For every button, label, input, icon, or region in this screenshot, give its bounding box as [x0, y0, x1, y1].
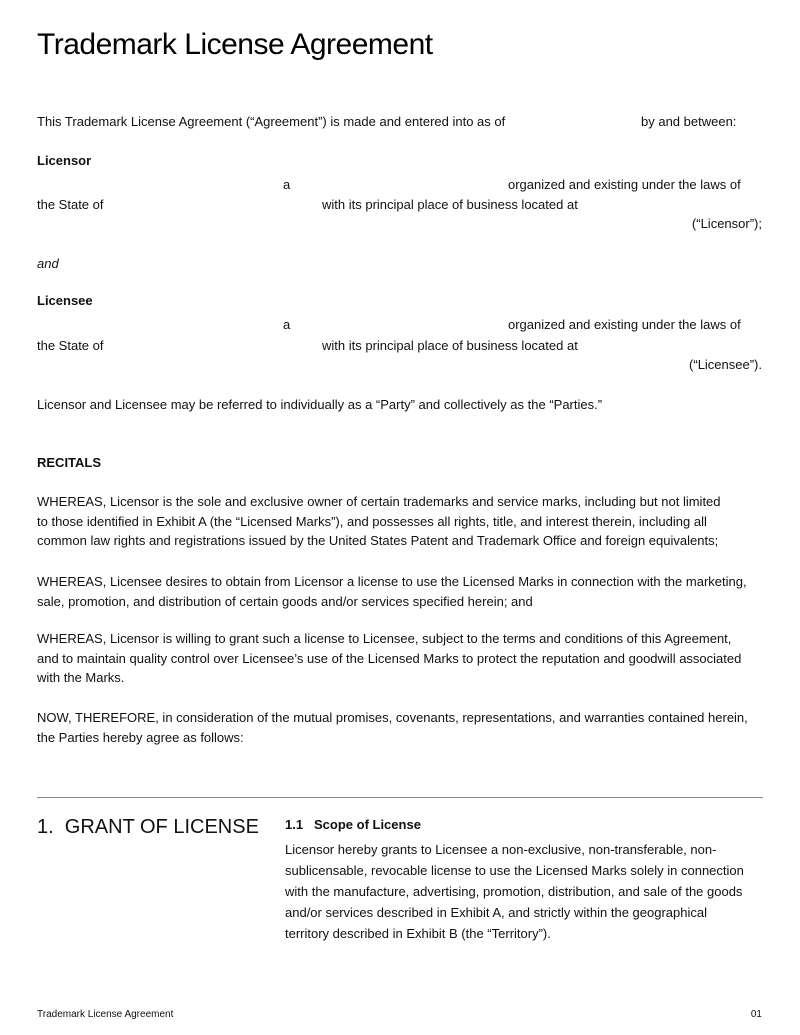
- licensor-state: the State of: [37, 197, 104, 212]
- line: Licensor hereby grants to Licensee a non-exclusive, non-transferable, non-: [285, 842, 717, 857]
- parties-text: Licensor and Licensee may be referred to individually as a “Party” and collectively as the “Parties.”: [37, 397, 603, 412]
- recital-paragraph-4: [37, 708, 777, 747]
- licensor-a: a: [283, 177, 291, 192]
- line: territory described in Exhibit B (the “Territory”).: [285, 926, 551, 941]
- recital-paragraph-2: [37, 572, 777, 611]
- line: WHEREAS, Licensee desires to obtain from Licensor a license to use the Licensed Marks in connection with the marketing,: [37, 574, 747, 589]
- line: sale, promotion, and distribution of certain goods and/or services specified herein; and: [37, 593, 533, 609]
- line: and/or services described in Exhibit A, and strictly within the geographical: [285, 905, 707, 920]
- subsection-body: [285, 839, 765, 944]
- line: sublicensable, revocable license to use the Licensed Marks solely in connection: [285, 863, 744, 878]
- recital-paragraph-3: [37, 629, 777, 688]
- recitals-heading: RECITALS: [37, 455, 102, 470]
- footer-title: Trademark License Agreement: [37, 1009, 174, 1020]
- section-1-heading: 1. GRANT OF LICENSE: [37, 816, 259, 838]
- line: WHEREAS, Licensor is willing to grant such a license to Licensee, subject to the terms and conditions of this Agreement,: [37, 631, 732, 646]
- licensor-organized: organized and existing under the laws of: [508, 177, 741, 192]
- page-number: 01: [750, 1009, 762, 1020]
- licensee-label: Licensee: [37, 293, 93, 308]
- licensee-state: the State of: [37, 338, 104, 353]
- line: and to maintain quality control over Licensee’s use of the Licensed Marks to protect the reputation and goodwill associated: [37, 650, 742, 666]
- intro-suffix: by and between:: [641, 114, 737, 129]
- document-title: Trademark License Agreement: [37, 28, 433, 61]
- line: to those identified in Exhibit A (the “Licensed Marks”), and possesses all rights, title, and interest therein, including all: [37, 513, 707, 529]
- line: with the Marks.: [37, 670, 125, 685]
- line: WHEREAS, Licensor is the sole and exclusive owner of certain trademarks and service marks, including but not limited: [37, 494, 721, 509]
- licensee-place: with its principal place of business located at: [322, 338, 578, 353]
- licensor-place: with its principal place of business located at: [322, 197, 578, 212]
- recital-paragraph-1: [37, 492, 777, 551]
- and-text: and: [37, 256, 59, 271]
- subsection-title: Scope of License: [314, 817, 421, 832]
- line: NOW, THEREFORE, in consideration of the mutual promises, covenants, representations, and warranties contained herein,: [37, 710, 748, 725]
- licensee-end: (“Licensee”).: [689, 357, 762, 372]
- licensor-end: (“Licensor”);: [691, 216, 762, 231]
- line: common law rights and registrations issued by the United States Patent and Trademark Office and foreign equivalents;: [37, 533, 719, 548]
- line: with the manufacture, advertising, promotion, distribution, and sale of the goods: [285, 884, 743, 899]
- subsection-number: 1.1: [285, 817, 304, 832]
- intro-text: This Trademark License Agreement (“Agreement”) is made and entered into as of: [37, 114, 506, 129]
- line: the Parties hereby agree as follows:: [37, 729, 244, 745]
- licensee-a: a: [283, 317, 291, 332]
- licensee-organized: organized and existing under the laws of: [508, 317, 741, 332]
- section-divider: [37, 797, 763, 798]
- licensor-label: Licensor: [37, 153, 92, 168]
